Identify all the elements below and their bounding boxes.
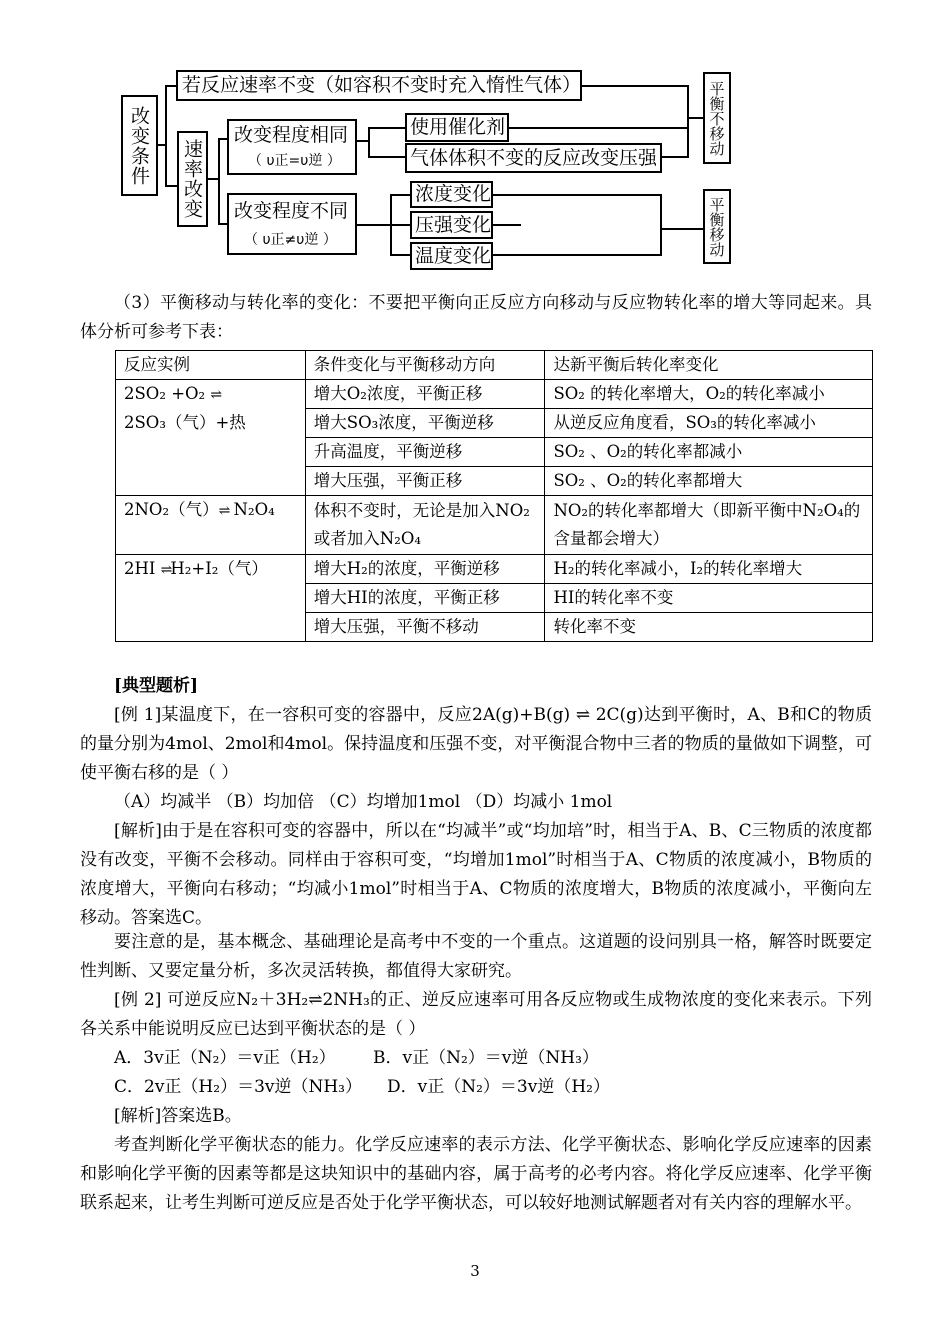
- connector: [493, 194, 662, 196]
- option-c: C．2v正（H₂）＝3v逆（NH₃）: [114, 1077, 363, 1097]
- example1-question: [例 1]某温度下，在一容积可变的容器中，反应2A(g)+B(g) ⇌ 2C(g)达到平衡时，A、B和C的物质的量分别为4mol、2mol和4mol。保持温度和压强不变，对平衡混合物中三者的物质的量做如下调整，可使平衡右移的是（ ）: [80, 705, 872, 783]
- different-degree-label: 改变程度不同: [234, 199, 349, 222]
- table-cell: 增大压强，平衡不移动: [305, 613, 545, 642]
- table-cell: H₂的转化率减小，I₂的转化率增大: [545, 555, 873, 584]
- connector: [390, 194, 411, 196]
- connector: [493, 254, 662, 256]
- example1-comment: 要注意的是，基本概念、基础理论是高考中不变的一个重点。这道题的设问别具一格，解答时既要定性判断、又要定量分析，多次灵活转换，都值得大家研究。: [80, 932, 872, 981]
- table-cell: 增大SO₃浓度，平衡逆移: [305, 409, 545, 438]
- equilibrium-table: [115, 350, 873, 642]
- rate-unchanged-box: 若反应速率不变（如容积不变时充入惰性气体）: [176, 70, 582, 101]
- rate-change-box: 速率改变: [177, 131, 208, 227]
- reaction-text: 2HI: [124, 559, 161, 578]
- table-row: [116, 380, 873, 409]
- connector: [582, 85, 688, 87]
- same-degree-box: [227, 119, 357, 175]
- table-cell: HI的转化率不变: [545, 584, 873, 613]
- connector: [165, 85, 167, 186]
- change-condition-box: 改变条件: [121, 95, 158, 196]
- example1-analysis: [解析]由于是在容积可变的容器中，所以在“均减半”或“均加培”时，相当于A、B、C三物质的浓度都没有改变，平衡不会移动。同样由于容积可变，“均增加1mol”时相当于A、C物质的浓度减小，B物质的浓度增大，平衡向右移动；“均减小1mol”时相当于A、C物质的浓度增大，B物质的浓度减小，平衡向左移动。答案选C。: [80, 821, 872, 928]
- table-cell: 增大压强，平衡正移: [305, 467, 545, 496]
- connector: [660, 194, 662, 256]
- connector: [357, 224, 391, 226]
- different-degree-box: [227, 193, 357, 255]
- example2-analysis: [解析]答案选B。: [114, 1106, 242, 1126]
- connector: [660, 228, 704, 230]
- no-shift-box: 平衡不移动: [703, 72, 731, 164]
- option-b: B．v正（N₂）＝v逆（NH₃）: [373, 1048, 599, 1068]
- section-title: [典型题析]: [114, 676, 199, 696]
- reaction-text: H₂+I₂（气）: [170, 559, 268, 578]
- connector: [509, 127, 689, 129]
- table-cell: 转化率不变: [545, 613, 873, 642]
- intro-paragraph: （3）平衡移动与转化率的变化：不要把平衡向正反应方向移动与反应物转化率的增大等同起来。具体分析可参考下表：: [80, 293, 872, 342]
- equilibrium-arrow: ⇌: [210, 386, 221, 403]
- reaction-text: 2SO₂ +O₂: [124, 384, 211, 403]
- option-a: A．3v正（N₂）＝v正（H₂）: [114, 1048, 336, 1068]
- example1-options: （A）均减半 （B）均加倍 （C）均增加1mol （D）均减小 1mol: [114, 792, 613, 812]
- table-cell: 从逆反应角度看，SO₃的转化率减小: [545, 409, 873, 438]
- table-row: [116, 496, 873, 555]
- example2-options: [114, 1044, 874, 1102]
- table-header: 条件变化与平衡移动方向: [305, 351, 545, 380]
- table-cell: 升高温度，平衡逆移: [305, 438, 545, 467]
- temperature-box: 温度变化: [410, 242, 493, 270]
- connector: [687, 85, 689, 158]
- reaction-example: [116, 555, 306, 642]
- concentration-box: 浓度变化: [410, 181, 493, 208]
- reaction-text: 2NO₂（气）: [124, 500, 219, 519]
- table-row: [116, 555, 873, 584]
- connector: [368, 127, 370, 158]
- connector: [662, 156, 689, 158]
- reaction-example: [116, 496, 306, 555]
- connector: [390, 254, 411, 256]
- reaction-text: 2SO₃（气）+热: [124, 412, 246, 432]
- table-cell: 体积不变时，无论是加入NO₂或者加入N₂O₄: [305, 496, 545, 555]
- reaction-example: [116, 380, 306, 496]
- reaction-text: N₂O₄: [228, 500, 275, 519]
- table-header-row: [116, 351, 873, 380]
- table-cell: SO₂ 、O₂的转化率都减小: [545, 438, 873, 467]
- pressure-box: 压强变化: [410, 211, 493, 239]
- connector: [368, 156, 406, 158]
- table-cell: 增大O₂浓度，平衡正移: [305, 380, 545, 409]
- example2-comment: 考查判断化学平衡状态的能力。化学反应速率的表示方法、化学平衡状态、影响化学反应速率的因素和影响化学平衡的因素等都是这块知识中的基础内容，属于高考的必考内容。将化学反应速率、化学平衡联系起来，让考生判断可逆反应是否处于化学平衡状态，可以较好地测试解题者对有关内容的理解水平。: [80, 1135, 872, 1213]
- table-cell: 增大HI的浓度，平衡正移: [305, 584, 545, 613]
- same-degree-note: （ υ正=υ逆 ）: [248, 153, 341, 169]
- option-d: D．v正（N₂）＝3v逆（H₂）: [387, 1077, 610, 1097]
- pressure-const-volume-box: 气体体积不变的反应改变压强: [405, 143, 662, 173]
- connector: [390, 224, 411, 226]
- connector: [687, 117, 704, 119]
- connector: [493, 224, 521, 226]
- connector: [368, 127, 406, 129]
- same-degree-label: 改变程度相同: [234, 124, 349, 146]
- example2-question: [例 2] 可逆反应N₂＋3H₂⇌2NH₃的正、逆反应速率可用各反应物或生成物浓度的变化来表示。下列各关系中能说明反应已达到平衡状态的是（ ）: [80, 990, 872, 1039]
- table-cell: SO₂ 的转化率增大，O₂的转化率减小: [545, 380, 873, 409]
- table-cell: 增大H₂的浓度，平衡逆移: [305, 555, 545, 584]
- equilibrium-arrow: ⇌: [218, 502, 229, 519]
- equilibrium-arrow: ⇌: [160, 561, 171, 578]
- table-cell: NO₂的转化率都增大（即新平衡中N₂O₄的含量都会增大）: [545, 496, 873, 555]
- table-cell: SO₂ 、O₂的转化率都增大: [545, 467, 873, 496]
- shift-box: 平衡移动: [703, 189, 731, 264]
- different-degree-note: （ υ正≠υ逆 ）: [244, 231, 337, 248]
- catalyst-box: 使用催化剂: [405, 113, 509, 142]
- page-number: 3: [470, 1262, 480, 1280]
- table-header: 达新平衡后转化率变化: [545, 351, 873, 380]
- connector: [218, 138, 220, 224]
- table-header: 反应实例: [116, 351, 306, 380]
